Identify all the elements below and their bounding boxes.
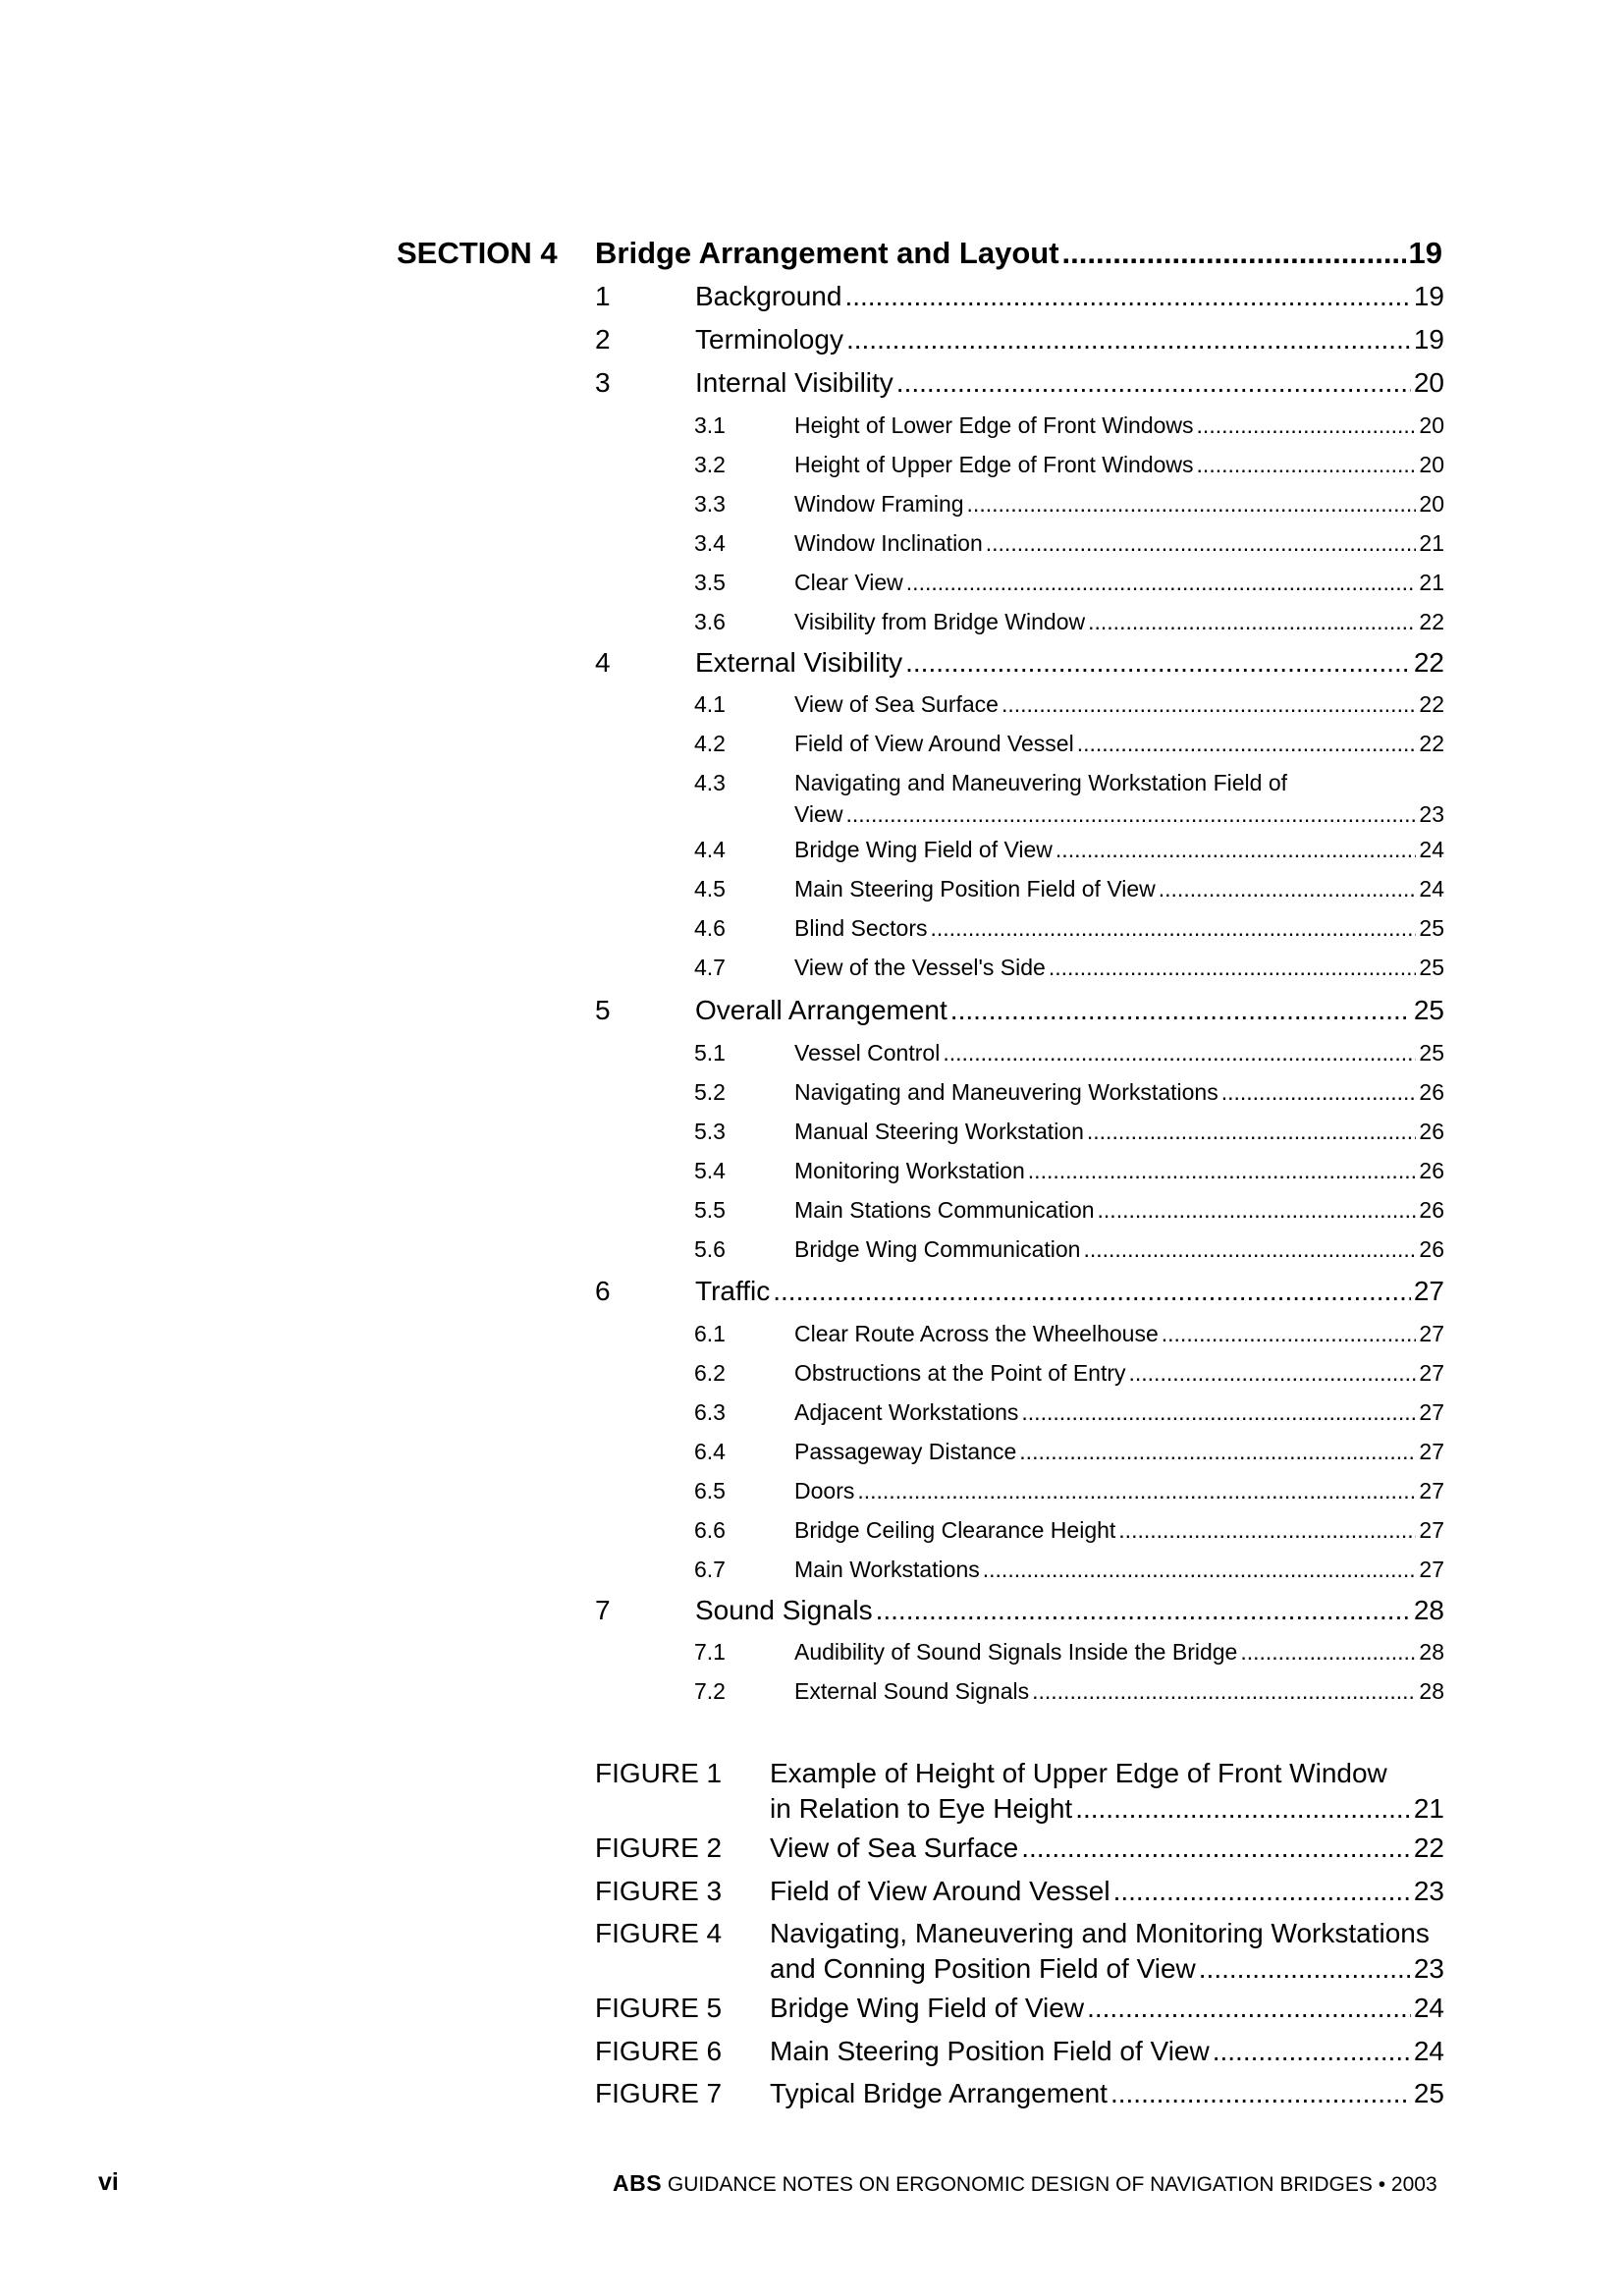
subitem-page: 22 (1419, 731, 1444, 756)
subitem-title: Main Workstations (794, 1557, 980, 1582)
figure-title: Typical Bridge Arrangement (770, 2078, 1108, 2108)
section-label: SECTION 4 (397, 236, 558, 270)
figure-title-line2: and Conning Position Field of View (770, 1953, 1196, 1984)
dot-leader (876, 1595, 1411, 1626)
figure-entry-4[interactable] (595, 1918, 1444, 1985)
toc-subitem-6-7[interactable] (694, 1557, 1444, 1583)
dot-leader (1062, 236, 1406, 271)
dot-leader (1032, 1678, 1416, 1705)
subitem-number: 5.3 (694, 1119, 726, 1144)
toc-subitem-6-4[interactable] (694, 1439, 1444, 1465)
subitem-title: Clear Route Across the Wheelhouse (794, 1321, 1159, 1346)
subitem-number: 7.2 (694, 1678, 726, 1704)
subitem-title: Field of View Around Vessel (794, 731, 1074, 756)
subitem-title: Main Steering Position Field of View (794, 876, 1156, 902)
page-number: vi (98, 2168, 119, 2196)
toc-subitem-3-6[interactable] (694, 609, 1444, 635)
subitem-title: Window Inclination (794, 530, 983, 556)
dot-leader (1240, 1639, 1416, 1666)
dot-leader (1083, 1236, 1416, 1263)
dot-leader (1197, 452, 1417, 478)
subitem-number: 7.1 (694, 1639, 726, 1665)
subitem-number: 6.6 (694, 1517, 726, 1543)
subitem-title: Height of Lower Edge of Front Windows (794, 412, 1194, 438)
toc-subitem-7-1[interactable] (694, 1639, 1444, 1666)
subitem-page: 28 (1419, 1639, 1444, 1665)
toc-item-3[interactable] (595, 367, 1444, 399)
subitem-title: Blind Sectors (794, 915, 928, 941)
figure-title: Main Steering Position Field of View (770, 2036, 1210, 2066)
item-number: 5 (595, 995, 611, 1025)
toc-subitem-6-1[interactable] (694, 1321, 1444, 1347)
toc-item-1[interactable] (595, 281, 1444, 312)
figure-label: FIGURE 2 (595, 1832, 723, 1863)
subitem-title: Doors (794, 1478, 855, 1503)
figure-label: FIGURE 7 (595, 2078, 723, 2108)
subitem-title: External Sound Signals (794, 1678, 1030, 1704)
subitem-number: 4.7 (694, 955, 726, 980)
figure-label: FIGURE 6 (595, 2036, 723, 2066)
dot-leader (1019, 1439, 1416, 1465)
toc-subitem-3-3[interactable] (694, 491, 1444, 518)
subitem-number: 5.6 (694, 1236, 726, 1262)
subitem-title: Main Stations Communication (794, 1197, 1095, 1223)
dot-leader (845, 801, 1416, 828)
subitem-number: 5.2 (694, 1079, 726, 1105)
publication-year: 2003 (1390, 2173, 1437, 2196)
item-title: Sound Signals (695, 1595, 873, 1625)
subitem-title: Bridge Ceiling Clearance Height (794, 1517, 1116, 1543)
toc-item-5[interactable] (595, 995, 1444, 1026)
dot-leader (950, 995, 1411, 1026)
toc-subitem-4-4[interactable] (694, 837, 1444, 863)
toc-subitem-6-5[interactable] (694, 1478, 1444, 1504)
item-number: 7 (595, 1595, 611, 1625)
dot-leader (1162, 1321, 1417, 1347)
publisher-logo: ABS (613, 2170, 663, 2196)
subitem-title: Audibility of Sound Signals Inside the Bridge (794, 1639, 1238, 1665)
subitem-page: 25 (1419, 915, 1444, 941)
subitem-title: View of the Vessel's Side (794, 955, 1046, 980)
section-title-entry[interactable] (595, 236, 1442, 271)
dot-leader (905, 647, 1411, 679)
toc-item-7[interactable] (595, 1595, 1444, 1626)
subitem-number: 6.5 (694, 1478, 726, 1503)
toc-subitem-4-1[interactable] (694, 691, 1444, 718)
running-footer (613, 2170, 1437, 2197)
dot-leader (1087, 1993, 1411, 2024)
item-title: Traffic (695, 1276, 771, 1306)
dot-leader (846, 324, 1411, 355)
figure-page: 23 (1413, 1953, 1444, 1984)
item-title: Background (695, 281, 842, 311)
subitem-title: Adjacent Workstations (794, 1399, 1019, 1425)
subitem-page: 26 (1419, 1236, 1444, 1262)
toc-subitem-6-2[interactable] (694, 1360, 1444, 1387)
subitem-title: Navigating and Maneuvering Workstations (794, 1079, 1218, 1105)
subitem-number: 4.4 (694, 837, 726, 862)
subitem-title-line1: Navigating and Maneuvering Workstation Field of (794, 770, 1288, 795)
figure-title: View of Sea Surface (770, 1832, 1019, 1863)
subitem-number: 6.4 (694, 1439, 726, 1464)
toc-item-2[interactable] (595, 324, 1444, 355)
dot-leader (1087, 1119, 1417, 1145)
figure-title: Bridge Wing Field of View (770, 1993, 1085, 2023)
subitem-number: 4.2 (694, 731, 726, 756)
toc-subitem-4-5[interactable] (694, 876, 1444, 902)
item-number: 1 (595, 281, 611, 311)
subitem-page: 25 (1419, 1040, 1444, 1066)
subitem-page: 27 (1419, 1399, 1444, 1425)
dot-leader (906, 570, 1417, 596)
figure-page: 22 (1413, 1832, 1444, 1863)
subitem-number: 3.2 (694, 452, 726, 477)
subitem-page: 27 (1419, 1517, 1444, 1543)
subitem-page: 28 (1419, 1678, 1444, 1704)
item-page: 20 (1413, 367, 1444, 398)
subitem-number: 4.3 (694, 770, 726, 795)
dot-leader (1001, 691, 1416, 718)
dot-leader (1113, 1876, 1411, 1907)
subitem-page: 27 (1419, 1557, 1444, 1582)
toc-subitem-5-1[interactable] (694, 1040, 1444, 1066)
dot-leader (983, 1557, 1417, 1583)
subitem-number: 5.1 (694, 1040, 726, 1066)
subitem-page: 26 (1419, 1197, 1444, 1223)
subitem-page: 22 (1419, 609, 1444, 634)
subitem-page: 27 (1419, 1360, 1444, 1386)
subitem-page: 24 (1419, 876, 1444, 902)
figure-label: FIGURE 3 (595, 1876, 723, 1906)
subitem-number: 4.6 (694, 915, 726, 941)
subitem-title: Visibility from Bridge Window (794, 609, 1086, 634)
toc-subitem-4-6[interactable] (694, 915, 1444, 942)
subitem-title: Bridge Wing Field of View (794, 837, 1053, 862)
subitem-number: 5.4 (694, 1158, 726, 1183)
item-title: Overall Arrangement (695, 995, 947, 1025)
item-page: 28 (1413, 1595, 1444, 1625)
toc-item-6[interactable] (595, 1276, 1444, 1307)
subitem-number: 3.4 (694, 530, 726, 556)
toc-subitem-3-1[interactable] (694, 412, 1444, 439)
toc-subitem-5-4[interactable] (694, 1158, 1444, 1184)
footer-bullet: • (1378, 2173, 1386, 2196)
item-page: 25 (1413, 995, 1444, 1025)
subitem-number: 3.6 (694, 609, 726, 634)
dot-leader (1199, 1953, 1411, 1985)
subitem-page: 22 (1419, 691, 1444, 717)
figure-title-line2: in Relation to Eye Height (770, 1793, 1073, 1824)
subitem-page: 27 (1419, 1439, 1444, 1464)
dot-leader (1098, 1197, 1417, 1224)
dot-leader (1221, 1079, 1417, 1106)
subitem-title: Window Framing (794, 491, 964, 517)
subitem-page: 26 (1419, 1079, 1444, 1105)
dot-leader (773, 1276, 1411, 1307)
toc-subitem-5-3[interactable] (694, 1119, 1444, 1145)
subitem-page: 23 (1419, 801, 1444, 827)
subitem-page: 25 (1419, 955, 1444, 980)
item-number: 6 (595, 1276, 611, 1306)
toc-subitem-5-5[interactable] (694, 1197, 1444, 1224)
subitem-number: 6.3 (694, 1399, 726, 1425)
item-number: 2 (595, 324, 611, 355)
figure-entry-6[interactable] (595, 2036, 1444, 2067)
dot-leader (1021, 1399, 1416, 1426)
subitem-page: 27 (1419, 1478, 1444, 1503)
subitem-title: Vessel Control (794, 1040, 941, 1066)
toc-subitem-4-3[interactable] (694, 770, 1444, 828)
subitem-page: 26 (1419, 1119, 1444, 1144)
toc-subitem-6-3[interactable] (694, 1399, 1444, 1426)
dot-leader (1129, 1360, 1417, 1387)
dot-leader (896, 367, 1411, 399)
dot-leader (1077, 731, 1417, 757)
subitem-page: 20 (1419, 491, 1444, 517)
dot-leader (986, 530, 1417, 557)
dot-leader (1197, 412, 1417, 439)
subitem-page: 26 (1419, 1158, 1444, 1183)
subitem-number: 4.1 (694, 691, 726, 717)
figure-entry-7[interactable] (595, 2078, 1444, 2109)
figure-title-line1: Navigating, Maneuvering and Monitoring Workstations (770, 1918, 1430, 1948)
dot-leader (1075, 1793, 1411, 1825)
figure-page: 25 (1413, 2078, 1444, 2108)
figure-entry-5[interactable] (595, 1993, 1444, 2024)
item-page: 22 (1413, 647, 1444, 678)
subitem-title: Obstructions at the Point of Entry (794, 1360, 1126, 1386)
dot-leader (1159, 876, 1417, 902)
subitem-number: 6.1 (694, 1321, 726, 1346)
dot-leader (1110, 2078, 1411, 2109)
toc-subitem-4-7[interactable] (694, 955, 1444, 981)
toc-item-4[interactable] (595, 647, 1444, 679)
toc-subitem-6-6[interactable] (694, 1517, 1444, 1544)
item-page: 19 (1413, 281, 1444, 311)
subitem-number: 3.1 (694, 412, 726, 438)
subitem-title: Manual Steering Workstation (794, 1119, 1084, 1144)
figure-page: 24 (1413, 1993, 1444, 2023)
item-title: External Visibility (695, 647, 903, 678)
toc-subitem-3-5[interactable] (694, 570, 1444, 596)
item-title: Terminology (695, 324, 843, 355)
figure-page: 21 (1413, 1793, 1444, 1824)
publication-title: GUIDANCE NOTES ON ERGONOMIC DESIGN OF NAVIGATION BRIDGES (667, 2173, 1373, 2196)
section-page: 19 (1408, 236, 1442, 270)
subitem-title: View of Sea Surface (794, 691, 999, 717)
subitem-title: Height of Upper Edge of Front Windows (794, 452, 1194, 477)
figure-label: FIGURE 4 (595, 1918, 723, 1948)
toc-subitem-7-2[interactable] (694, 1678, 1444, 1705)
subitem-title-line2: View (794, 801, 843, 827)
dot-leader (1056, 837, 1416, 863)
toc-subitem-4-2[interactable] (694, 731, 1444, 757)
dot-leader (1028, 1158, 1417, 1184)
dot-leader (1213, 2036, 1411, 2067)
dot-leader (1118, 1517, 1416, 1544)
item-number: 4 (595, 647, 611, 678)
toc-subitem-5-2[interactable] (694, 1079, 1444, 1106)
toc-subitem-3-2[interactable] (694, 452, 1444, 478)
dot-leader (943, 1040, 1416, 1066)
figure-title-line1: Example of Height of Upper Edge of Front Window (770, 1758, 1387, 1788)
subitem-page: 24 (1419, 837, 1444, 862)
subitem-page: 27 (1419, 1321, 1444, 1346)
toc-subitem-3-4[interactable] (694, 530, 1444, 557)
subitem-page: 20 (1419, 412, 1444, 438)
figure-title: Field of View Around Vessel (770, 1876, 1110, 1906)
subitem-title: Passageway Distance (794, 1439, 1017, 1464)
figure-page: 24 (1413, 2036, 1444, 2066)
dot-leader (1088, 609, 1416, 635)
item-page: 19 (1413, 324, 1444, 355)
subitem-page: 21 (1419, 530, 1444, 556)
section-title: Bridge Arrangement and Layout (595, 236, 1059, 270)
subitem-number: 6.2 (694, 1360, 726, 1386)
dot-leader (844, 281, 1410, 312)
subitem-number: 3.5 (694, 570, 726, 595)
subitem-number: 6.7 (694, 1557, 726, 1582)
figure-entry-2[interactable] (595, 1832, 1444, 1864)
figure-entry-1[interactable] (595, 1758, 1444, 1825)
subitem-title: Bridge Wing Communication (794, 1236, 1081, 1262)
subitem-title: Clear View (794, 570, 903, 595)
subitem-title: Monitoring Workstation (794, 1158, 1025, 1183)
subitem-number: 5.5 (694, 1197, 726, 1223)
dot-leader (857, 1478, 1416, 1504)
figure-label: FIGURE 5 (595, 1993, 723, 2023)
subitem-number: 3.3 (694, 491, 726, 517)
subitem-number: 4.5 (694, 876, 726, 902)
subitem-page: 21 (1419, 570, 1444, 595)
item-title: Internal Visibility (695, 367, 893, 398)
item-number: 3 (595, 367, 611, 398)
subitem-page: 20 (1419, 452, 1444, 477)
figure-entry-3[interactable] (595, 1876, 1444, 1907)
figure-label: FIGURE 1 (595, 1758, 723, 1788)
toc-subitem-5-6[interactable] (694, 1236, 1444, 1263)
item-page: 27 (1413, 1276, 1444, 1306)
dot-leader (1021, 1832, 1411, 1864)
dot-leader (931, 915, 1417, 942)
dot-leader (1049, 955, 1417, 981)
dot-leader (967, 491, 1417, 518)
figure-page: 23 (1413, 1876, 1444, 1906)
